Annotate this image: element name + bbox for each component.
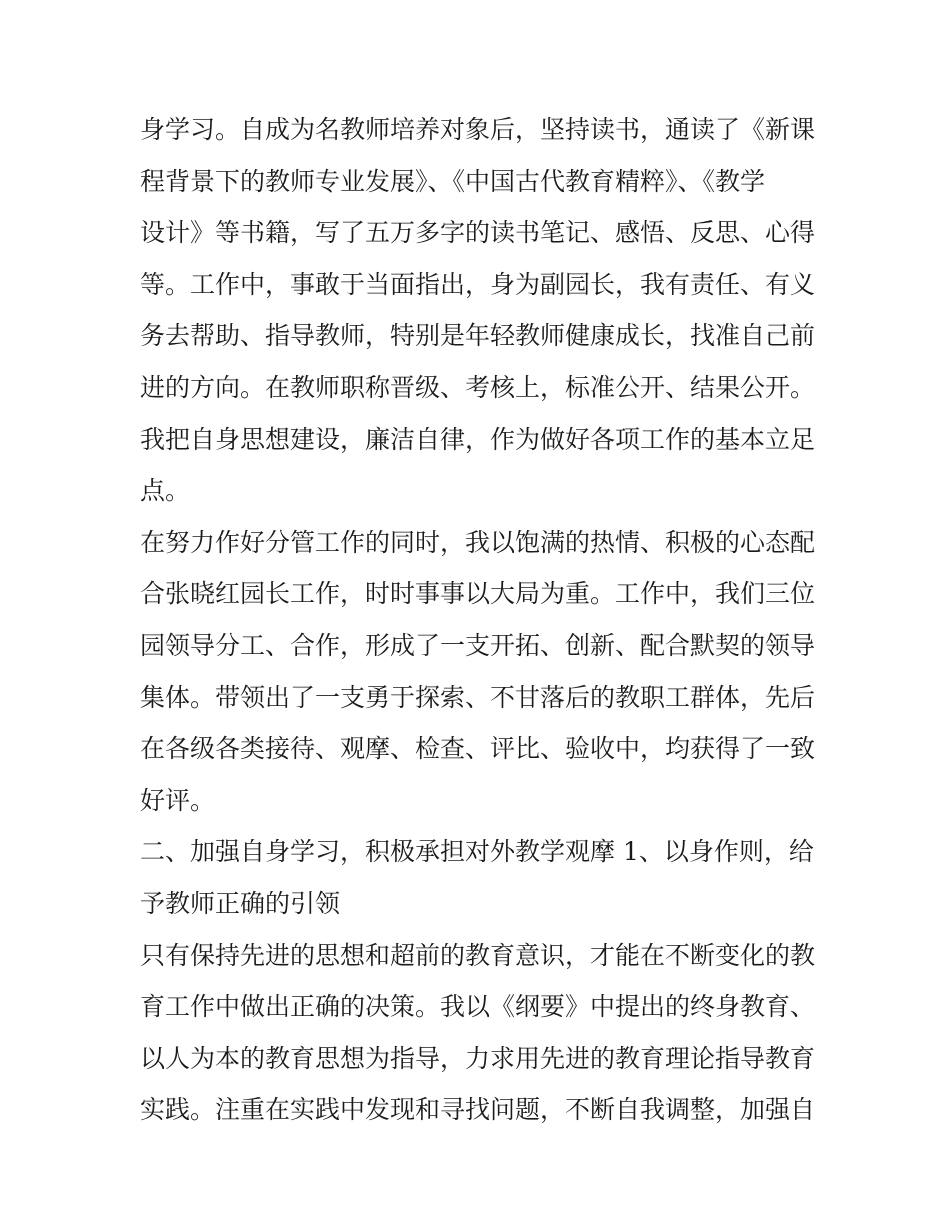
text-line-19: 以人为本的教育思想为指导，力求用先进的教育理论指导教育 <box>140 1043 816 1073</box>
text-line-18: 育工作中做出正确的决策。我以《纲要》中提出的终身教育、 <box>140 992 816 1022</box>
text-line-2: 程背景下的教师专业发展》、《中国古代教育精粹》、《教学 <box>140 166 766 196</box>
text-line-14: 好评。 <box>140 785 216 815</box>
text-line-7: 我把自身思想建设，廉洁自律，作为做好各项工作的基本立足 <box>140 424 816 454</box>
text-line-17: 只有保持先进的思想和超前的教育意识，才能在不断变化的教 <box>140 940 816 970</box>
document-body <box>140 104 820 1136</box>
text-line-9: 在努力作好分管工作的同时，我以饱满的热情、积极的心态配 <box>140 527 816 557</box>
text-line-10: 合张晓红园长工作，时时事事以大局为重。工作中，我们三位 <box>140 579 816 609</box>
text-line-6: 进的方向。在教师职称晋级、考核上，标准公开、结果公开。 <box>140 372 816 402</box>
text-line-13: 在各级各类接待、观摩、检查、评比、验收中，均获得了一致 <box>140 734 816 764</box>
text-line-4: 等。工作中，事敢于当面指出，身为副园长，我有责任、有义 <box>140 269 816 299</box>
text-line-5: 务去帮助、指导教师，特别是年轻教师健康成长，找准自己前 <box>140 321 816 351</box>
text-line-20: 实践。注重在实践中发现和寻找问题，不断自我调整，加强自 <box>140 1095 816 1125</box>
text-line-3: 设计》等书籍，写了五万多字的读书笔记、感悟、反思、心得 <box>140 218 816 248</box>
section-heading-line-2: 予教师正确的引领 <box>140 888 341 918</box>
text-line-8: 点。 <box>140 476 191 506</box>
text-line-11: 园领导分工、合作，形成了一支开拓、创新、配合默契的领导 <box>140 630 816 660</box>
text-line-12: 集体。带领出了一支勇于探索、不甘落后的教职工群体，先后 <box>140 682 816 712</box>
text-line-1: 身学习。自成为名教师培养对象后，坚持读书，通读了《新课 <box>140 115 816 144</box>
section-heading-line-1: 二、加强自身学习，积极承担对外教学观摩 1、以身作则，给 <box>140 837 814 867</box>
